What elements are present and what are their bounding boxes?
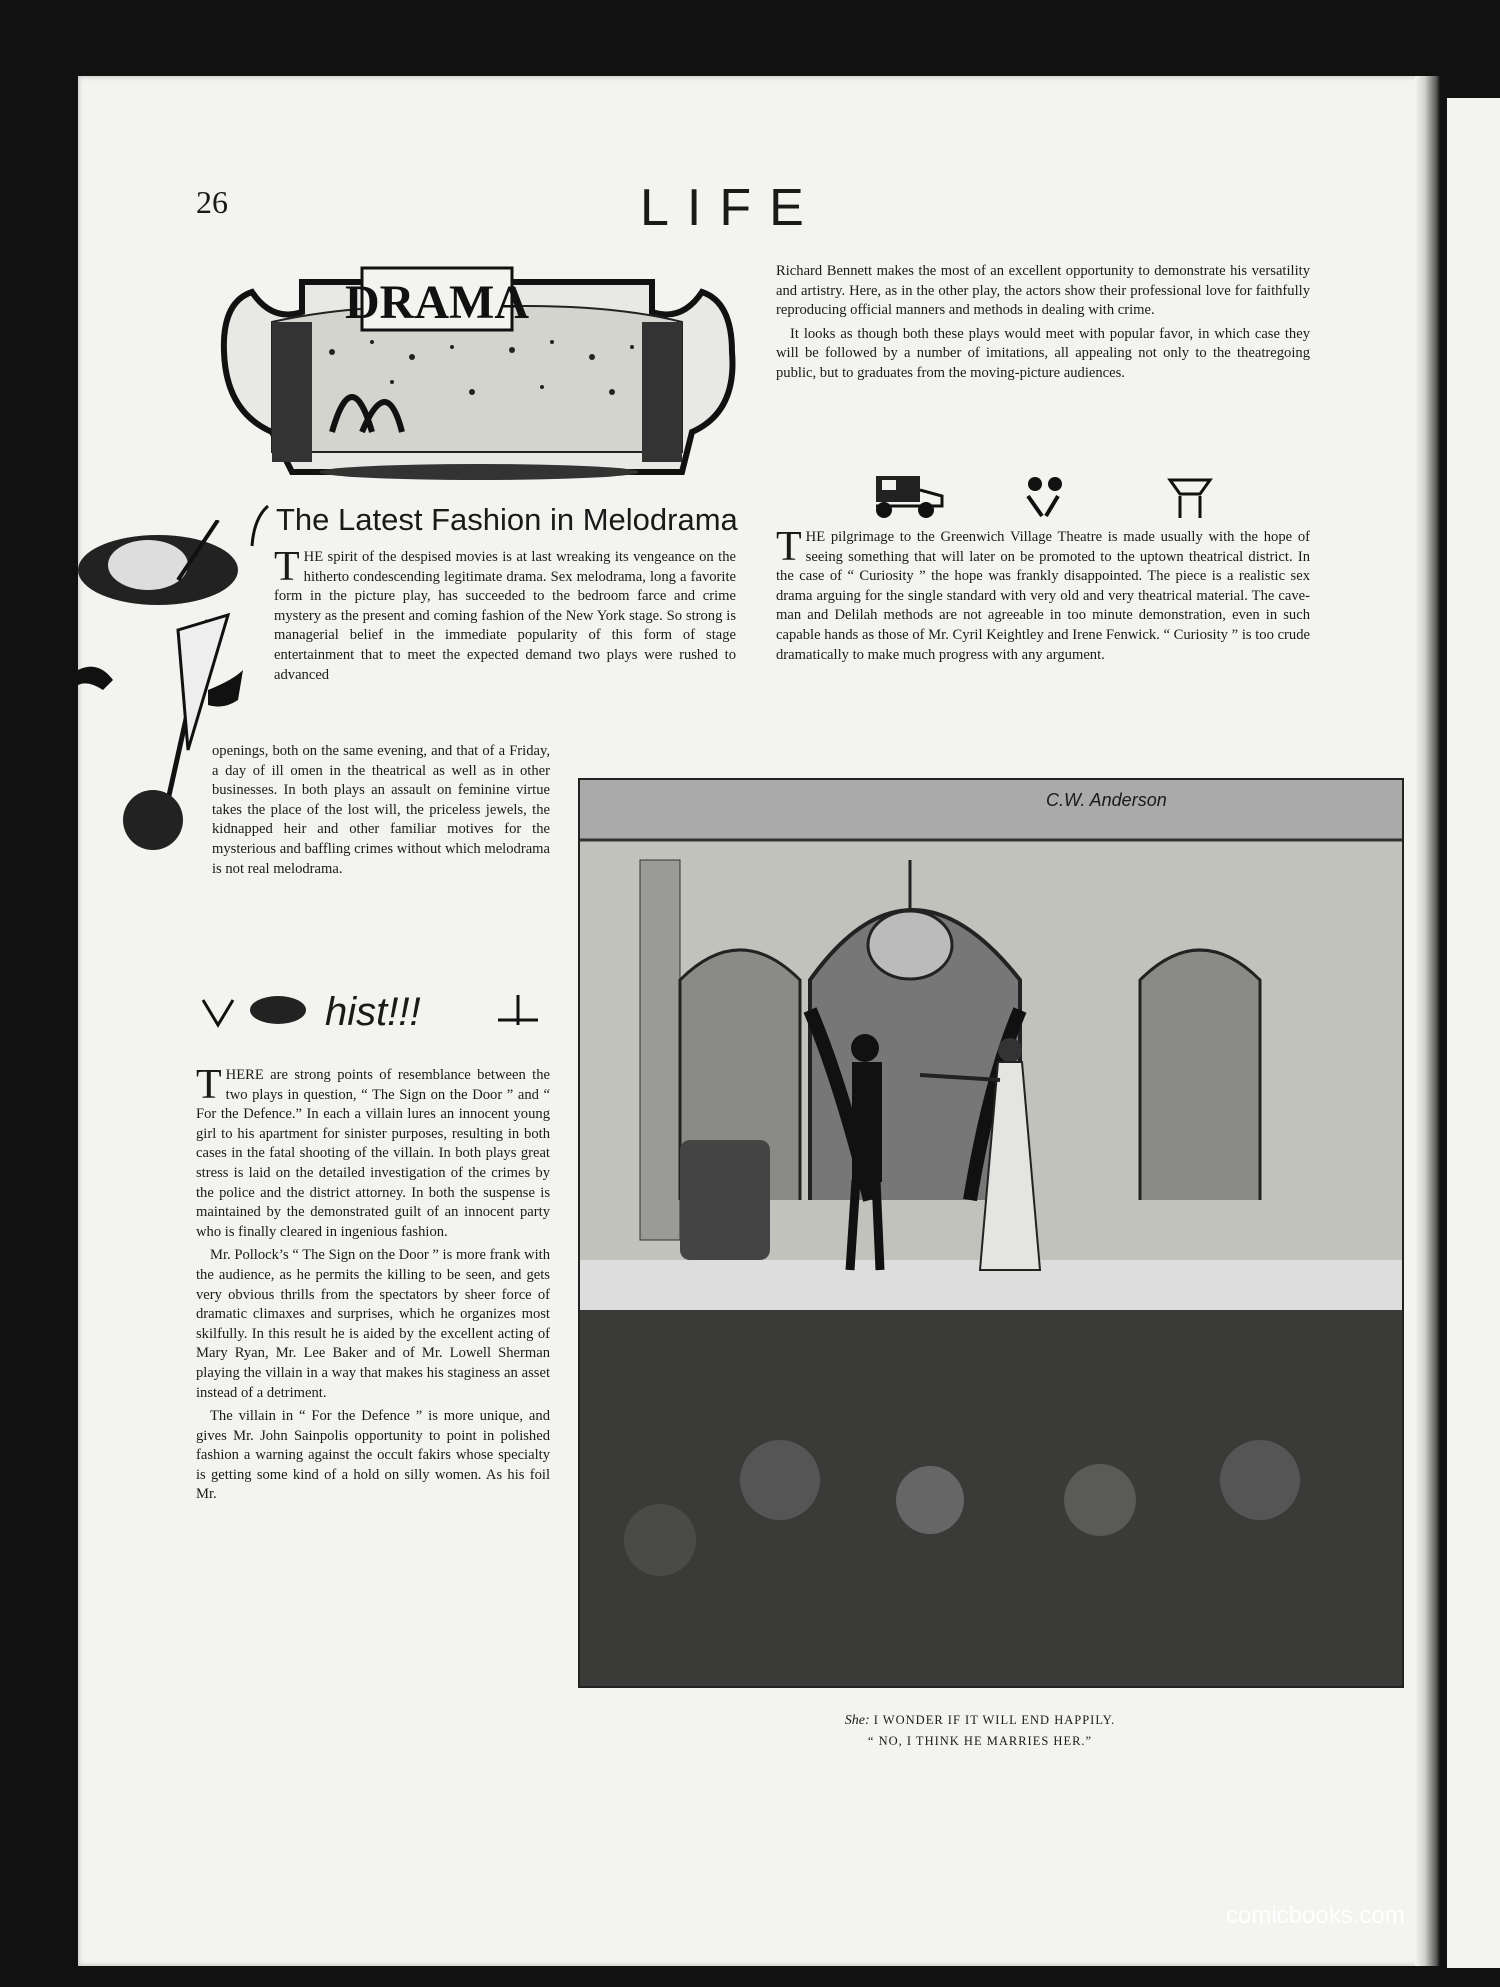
- paragraph: It looks as though both these plays would meet with popular favor, in which case they will be followed by a number of imitations, all appealing not only to the theatregoing public, but to graduates from the moving-picture audiences.: [776, 325, 1310, 381]
- paragraph: HERE are strong points of resemblance between the two plays in question, “ The Sign on the Door ” and “ For the Defence.” In each a villain lures an innocent young girl to his apartment for sinister purposes, resulting in both cases in the fatal shooting of the villain. In both plays great stress is laid on the detailed investigation of the crimes by the police and the district attorney. In both the suspense is maintained by the demonstrated guilt of an innocent party who is finally cleared in ingenious fashion.: [196, 1067, 550, 1240]
- quill-icon: [248, 504, 272, 548]
- column2-bottom: [776, 524, 1310, 669]
- dropcap: T: [776, 524, 802, 570]
- caption-line2: “ NO, I THINK HE MARRIES HER.”: [867, 1734, 1093, 1748]
- intro-paragraph: HE spirit of the despised movies is at last wreaking its vengeance on the hitherto condescending legitimate drama. Sex melodrama, long a favorite form in the picture play, has succeeded to the bedroom farce and crime mystery as the present and coming fashion of the New York stage. So strong is managerial belief in the immediate popularity of this form of stage entertainment that to meet the expected demand two plays were rushed to advanced: [274, 549, 736, 683]
- watermark: comicbooks.com: [1226, 1902, 1405, 1929]
- dropcap: T: [274, 544, 300, 590]
- column2-top: [776, 262, 1310, 388]
- illustration-caption: [580, 1710, 1380, 1751]
- paragraph: Richard Bennett makes the most of an excellent opportunity to demonstrate his versatility and artistry. Here, as in the other play, the actors show their professional love for faithfully reproducing official manners and methods in dealing with crime.: [776, 263, 1310, 319]
- drama-banner-label: DRAMA: [345, 276, 529, 329]
- paragraph: HE pilgrimage to the Greenwich Village Theatre is made usually with the hope of seeing something that will later on be promoted to the uptown theatrical district. In the case of “ Curiosity ” the hope was frankly disappointed. The piece is a realistic sex drama arguing for the single standard with very old and very theatrical material. The cave-man and Delilah methods are not agreeable in too minute demonstration, even in such capable hands as those of Mr. Cyril Keightley and Irene Fenwick. “ Curiosity ” is too crude dramatically to make much progress with any argument.: [776, 529, 1310, 663]
- caption-line1: I WONDER IF IT WILL END HAPPILY.: [873, 1713, 1116, 1727]
- artist-signature: C.W. Anderson: [1046, 790, 1167, 810]
- paragraph: Mr. Pollock’s “ The Sign on the Door ” is more frank with the audience, as he permits the killing to be seen, and gets very obvious thrills from the spectators by sheer force of dramatic climaxes and surprises, which he organizes most skilfully. In this result he is aided by the excellent acting of Mary Ryan, Mr. Lee Baker and of Mr. Lowell Sherman playing the villain in a way that makes his staginess an asset instead of a detriment.: [196, 1247, 550, 1401]
- book-spine: [1415, 76, 1440, 1966]
- paragraph: The villain in “ For the Defence ” is more unique, and gives Mr. John Sainpolis opportunity to point in polished fashion a warning against the occult fakirs whose specialty is getting some kind of a hold on silly women. As his foil Mr.: [196, 1408, 550, 1503]
- column1-continued: [212, 742, 550, 883]
- continued-paragraph: openings, both on the same evening, and that of a Friday, a day of ill omen in the theatrical as well as in other businesses. In both plays an assault on feminine virtue takes the place of the lost will, the priceless jewels, the kidnapped heir and other familiar motives for the mysterious and baffling crimes without which melodrama is not real melodrama.: [212, 743, 550, 877]
- stage-illustration: [578, 778, 1404, 1688]
- vignette-icons: [870, 470, 1230, 522]
- drama-banner-illustration: [212, 262, 746, 484]
- caption-speaker: She:: [844, 1713, 870, 1728]
- column1-lower: [196, 1062, 550, 1509]
- column1-intro: [274, 544, 736, 689]
- next-page-edge: [1447, 98, 1500, 1968]
- page-number: 26: [196, 184, 228, 220]
- article-headline: The Latest Fashion in Melodrama: [276, 502, 738, 537]
- dropcap: T: [196, 1062, 222, 1108]
- hist-label: hist!!!: [325, 990, 421, 1034]
- masthead: LIFE: [640, 179, 822, 237]
